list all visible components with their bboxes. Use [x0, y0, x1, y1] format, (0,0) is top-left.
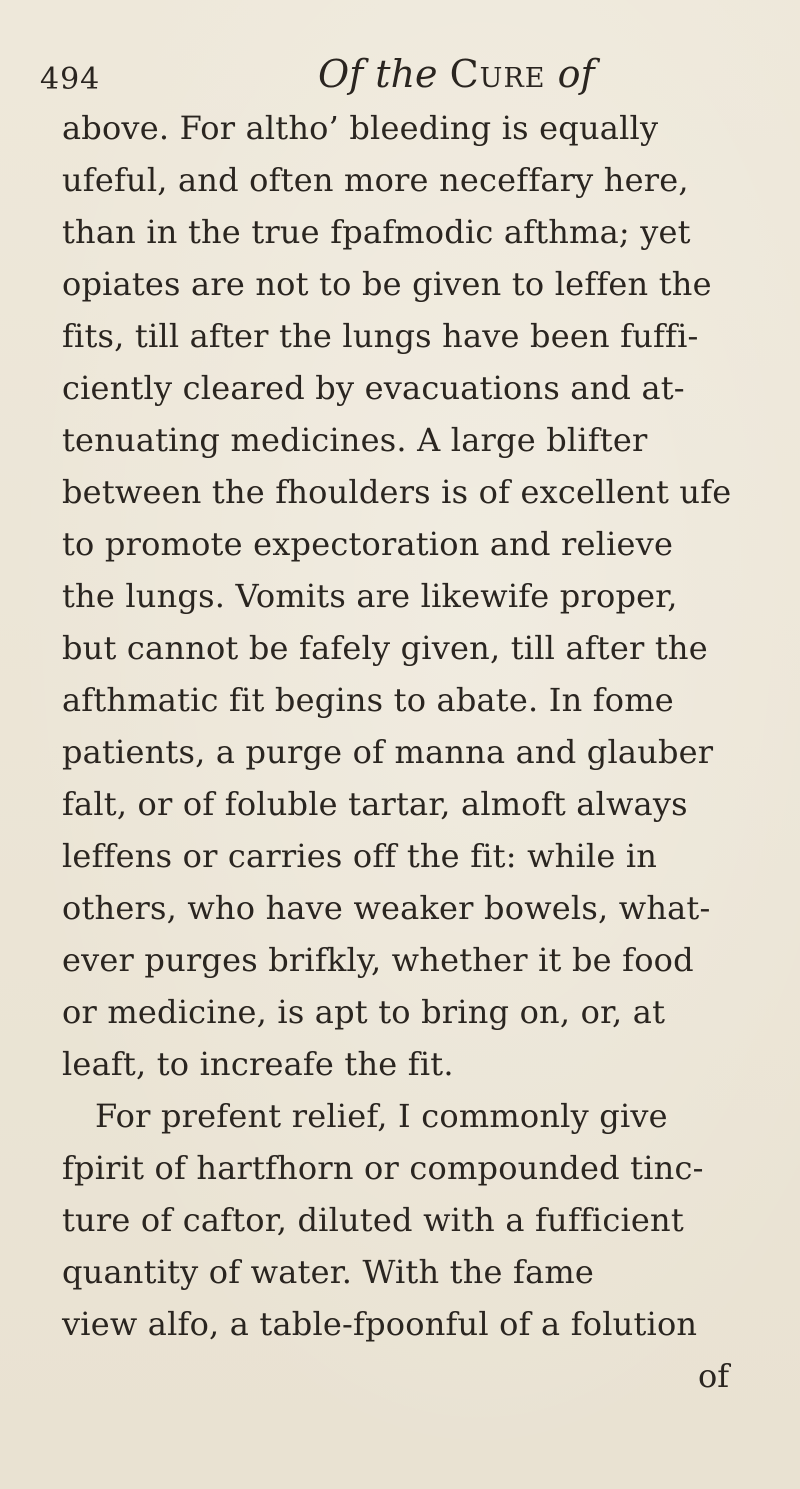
text-line: but cannot be fafely given, till after the [62, 629, 708, 667]
text-line: between the fhoulders is of excellent ufe [62, 473, 732, 511]
text-line: than in the true fpafmodic afthma; yet [62, 213, 691, 251]
text-line: falt, or of foluble tartar, almoft always [62, 785, 688, 823]
text-line: to promote expectoration and relieve [62, 525, 674, 563]
running-title-part2: Cure [449, 52, 546, 96]
text-line: For prefent relief, I commonly give [95, 1097, 668, 1135]
text-line: ture of caftor, diluted with a fufficient [62, 1201, 684, 1239]
text-line: leffens or carries off the fit: while in [62, 837, 658, 875]
running-title [318, 52, 595, 96]
text-line: view alfo, a table-fpoonful of a folution [62, 1305, 698, 1343]
text-line: tenuating medicines. A large blifter [62, 421, 648, 459]
page-number: 494 [40, 62, 101, 97]
text-line: opiates are not to be given to leffen the [62, 265, 712, 303]
text-line: patients, a purge of manna and glauber [62, 733, 714, 771]
text-line: quantity of water. With the fame [62, 1253, 595, 1291]
text-line: ever purges brifkly, whether it be food [62, 941, 694, 979]
text-line: ciently cleared by evacuations and at- [62, 369, 685, 407]
text-line: fpirit of hartfhorn or compounded tinc- [62, 1149, 704, 1187]
text-line: the lungs. Vomits are likewife proper, [62, 577, 678, 615]
text-line: leaft, to increafe the fit. [62, 1045, 454, 1083]
page-header [40, 52, 760, 106]
text-line: ufeful, and often more neceffary here, [62, 161, 689, 199]
text-line: or medicine, is apt to bring on, or, at [62, 993, 666, 1031]
running-title-part1: Of the [318, 52, 450, 96]
text-line: afthmatic fit begins to abate. In fome [62, 681, 674, 719]
text-line: fits, till after the lungs have been fuffi- [62, 317, 699, 355]
catchword: of [698, 1357, 730, 1395]
text-line: above. For altho’ bleeding is equally [62, 109, 659, 147]
running-title-part3: of [545, 52, 595, 96]
text-line: others, who have weaker bowels, what- [62, 889, 711, 927]
